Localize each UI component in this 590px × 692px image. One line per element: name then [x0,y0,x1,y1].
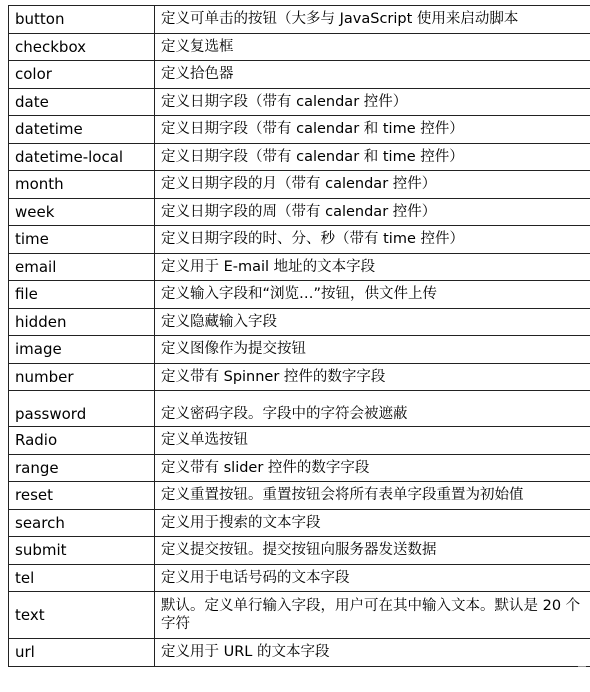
table-row [9,253,590,281]
table-row [9,363,590,391]
description-cell: 定义复选框 [155,33,590,61]
type-cell: button [9,6,155,34]
description-cell: 默认。定义单行输入字段，用户可在其中输入文本。默认是 20 个字符 [155,592,590,639]
type-cell: submit [9,537,155,565]
description-cell: 定义用于电话号码的文本字段 [155,564,590,592]
type-cell: hidden [9,308,155,336]
corner-mark [578,666,586,667]
table-row [9,88,590,116]
table-row [9,226,590,254]
type-cell: text [9,592,155,639]
table-row [9,482,590,510]
type-cell: tel [9,564,155,592]
table-row [9,33,590,61]
description-cell: 定义提交按钮。提交按钮向服务器发送数据 [155,537,590,565]
type-cell: url [9,639,155,667]
description-cell: 定义重置按钮。重置按钮会将所有表单字段重置为初始值 [155,482,590,510]
description-cell: 定义带有 slider 控件的数字字段 [155,454,590,482]
description-cell: 定义用于 URL 的文本字段 [155,639,590,667]
type-cell: file [9,281,155,309]
type-cell: week [9,198,155,226]
table-row [9,308,590,336]
table-row [9,564,590,592]
description-cell: 定义可单击的按钮（大多与 JavaScript 使用来启动脚本 [155,6,590,34]
input-types-table [8,5,590,667]
description-cell: 定义单选按钮 [155,427,590,455]
table-row [9,61,590,89]
table-row [9,6,590,34]
table-row [9,143,590,171]
table-row [9,171,590,199]
description-cell: 定义图像作为提交按钮 [155,336,590,364]
type-cell: color [9,61,155,89]
description-cell: 定义密码字段。字段中的字符会被遮蔽 [155,391,590,427]
table-row [9,537,590,565]
type-cell: checkbox [9,33,155,61]
table-row [9,427,590,455]
description-cell: 定义日期字段的时、分、秒（带有 time 控件） [155,226,590,254]
type-cell: reset [9,482,155,510]
table-row [9,198,590,226]
description-cell: 定义带有 Spinner 控件的数字字段 [155,363,590,391]
type-cell: image [9,336,155,364]
description-cell: 定义日期字段（带有 calendar 和 time 控件） [155,116,590,144]
type-cell: time [9,226,155,254]
description-cell: 定义日期字段（带有 calendar 和 time 控件） [155,143,590,171]
type-cell: date [9,88,155,116]
description-cell: 定义日期字段的月（带有 calendar 控件） [155,171,590,199]
type-cell: password [9,391,155,427]
table-row [9,391,590,427]
description-cell: 定义拾色器 [155,61,590,89]
type-cell: Radio [9,427,155,455]
description-cell: 定义用于搜索的文本字段 [155,509,590,537]
type-cell: email [9,253,155,281]
description-cell: 定义隐藏输入字段 [155,308,590,336]
type-cell: number [9,363,155,391]
table-row [9,592,590,639]
table-row [9,639,590,667]
table-row [9,509,590,537]
description-cell: 定义日期字段（带有 calendar 控件） [155,88,590,116]
description-cell: 定义日期字段的周（带有 calendar 控件） [155,198,590,226]
type-cell: search [9,509,155,537]
type-cell: datetime-local [9,143,155,171]
table-row [9,336,590,364]
table-row [9,454,590,482]
type-cell: month [9,171,155,199]
table-row [9,281,590,309]
type-cell: range [9,454,155,482]
table-row [9,116,590,144]
description-cell: 定义用于 E-mail 地址的文本字段 [155,253,590,281]
description-cell: 定义输入字段和“浏览…”按钮，供文件上传 [155,281,590,309]
type-cell: datetime [9,116,155,144]
